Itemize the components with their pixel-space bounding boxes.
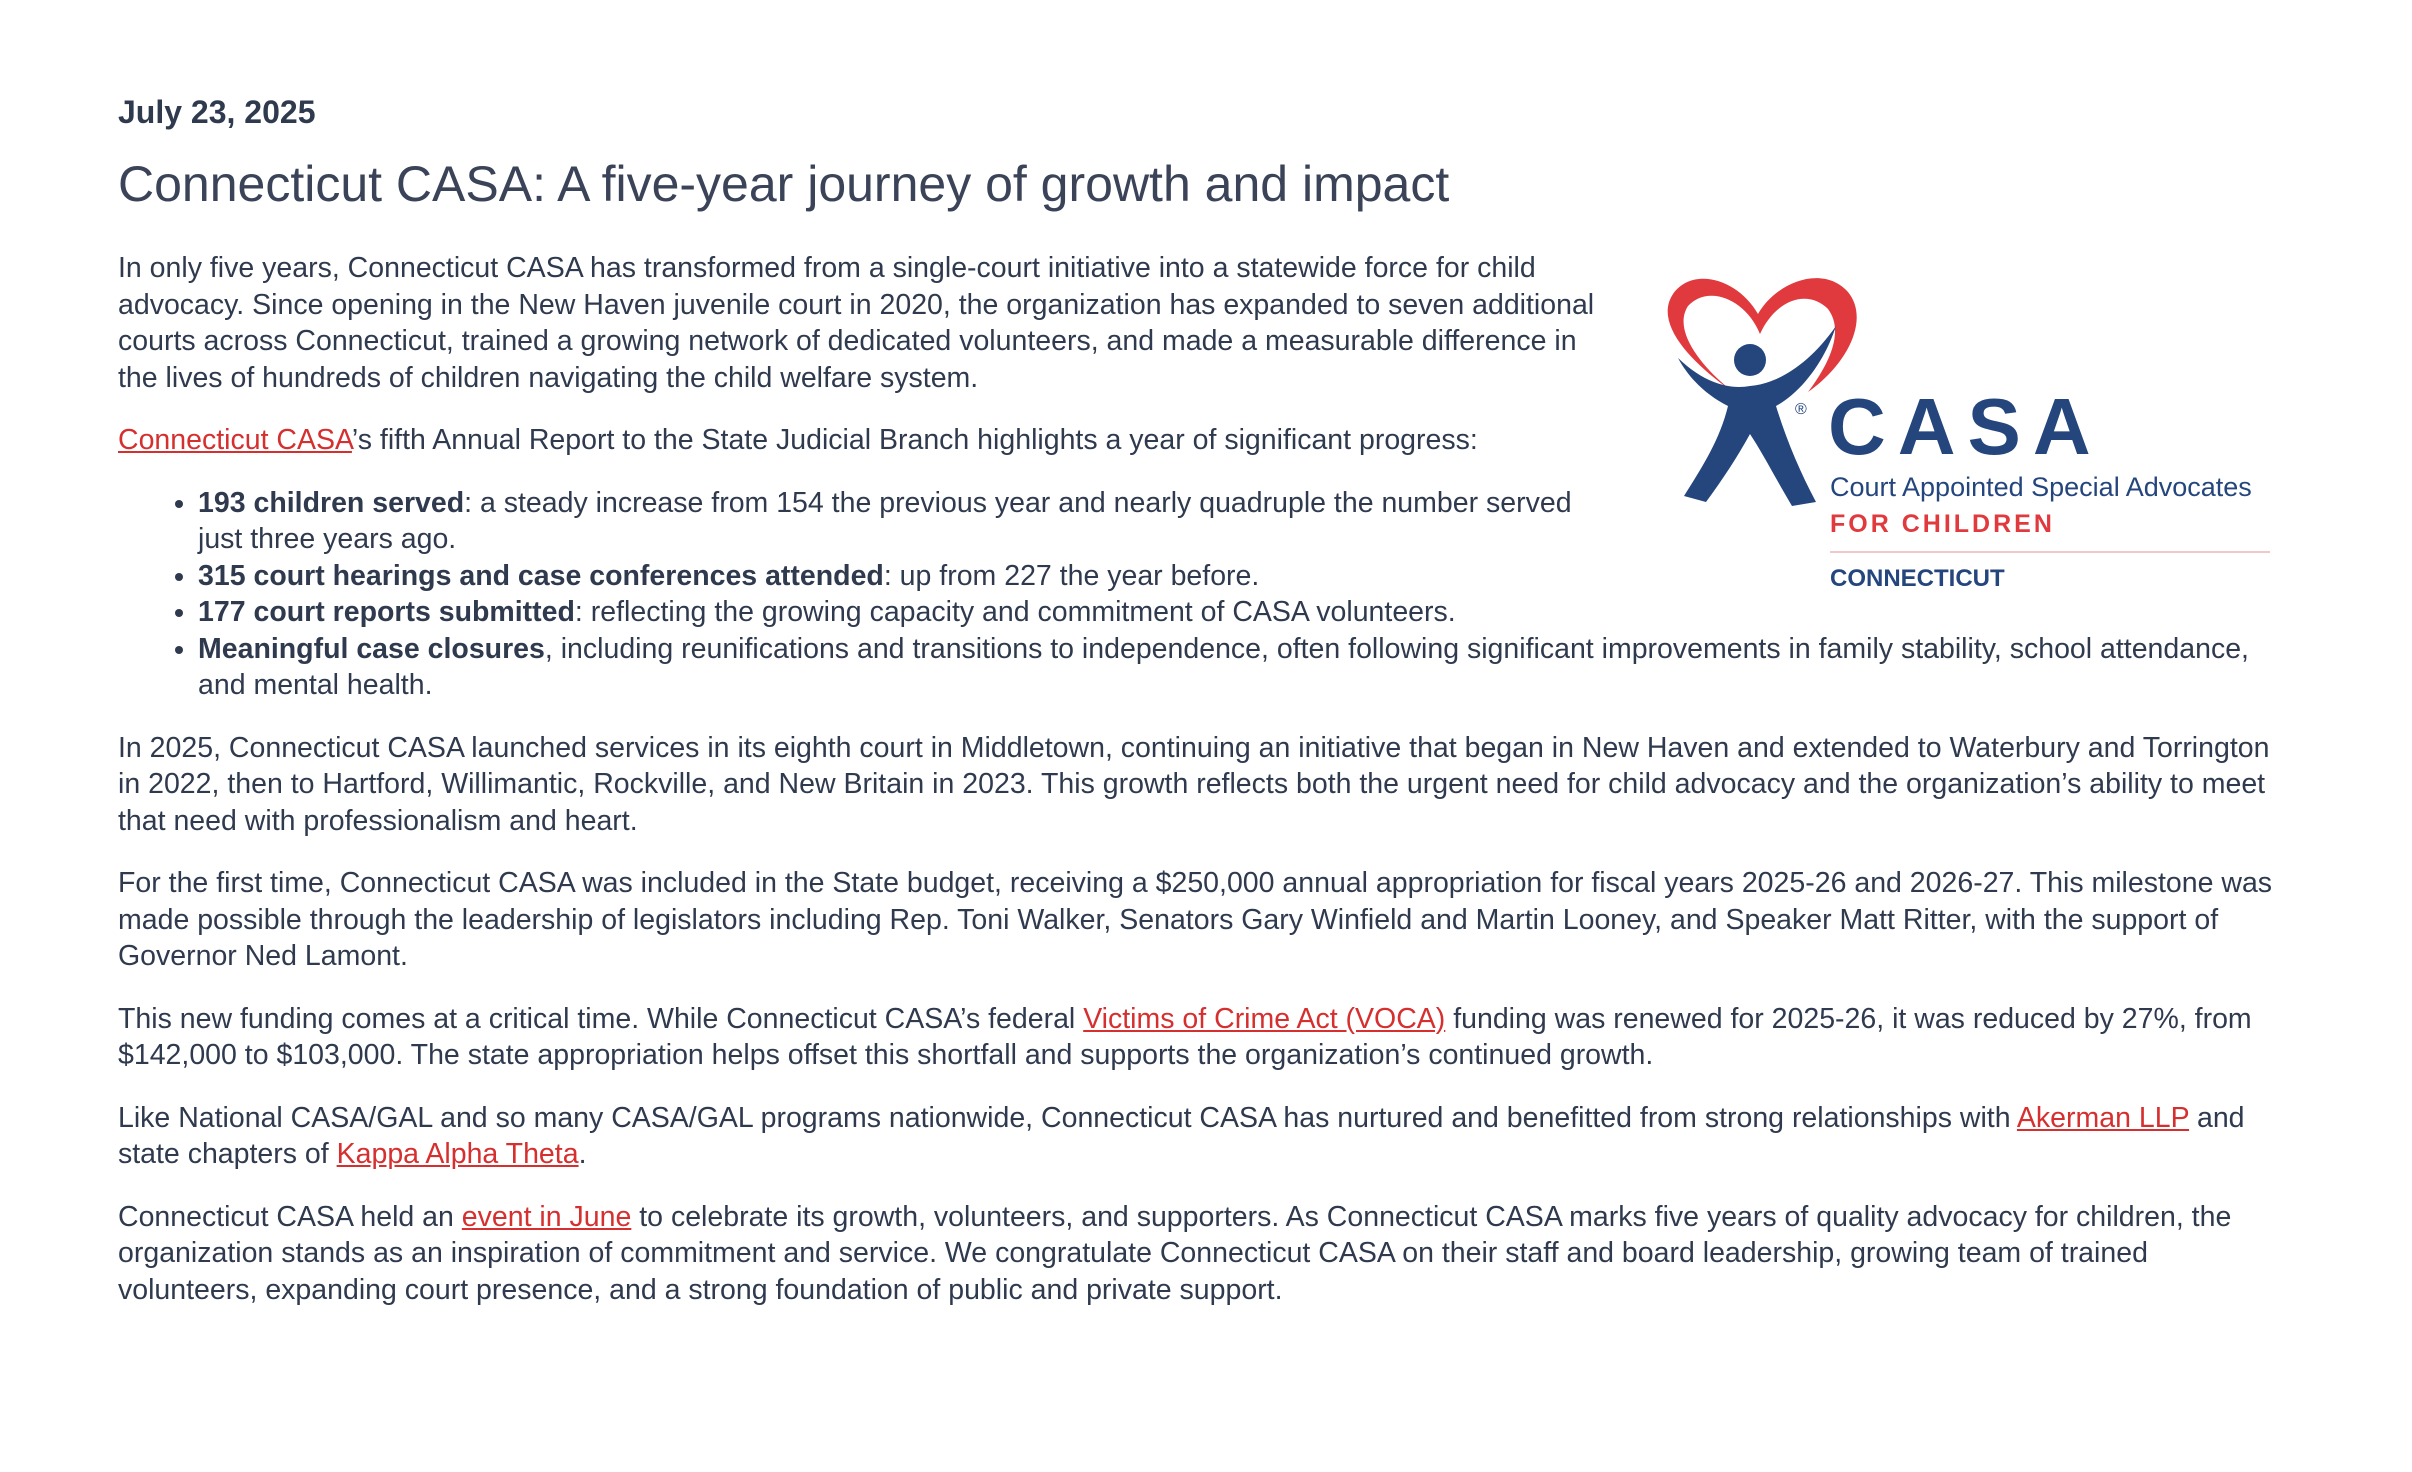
event-paragraph [118, 1199, 2278, 1309]
highlight-text: : a steady increase from 154 the previous year and nearly quadruple the number served just three years ago. [198, 486, 1572, 555]
logo-registered-mark: ® [1795, 401, 1807, 418]
list-item [198, 631, 2278, 704]
logo-state: CONNECTICUT [1830, 565, 2005, 592]
kappa-alpha-theta-link[interactable]: Kappa Alpha Theta [336, 1138, 579, 1170]
partners-text-after: . [578, 1138, 587, 1170]
budget-paragraph: For the first time, Connecticut CASA was included in the State budget, receiving a $250,000 annual appropriation for fiscal years 2025-26 and 2026-27. This milestone was made possible through the leadership of legislators including Rep. Toni Walker, Senators Gary Winfield and Martin Looney, and Speaker Matt Ritter, with the support of Governor Ned Lamont. [118, 867, 2273, 972]
highlight-label: 177 court reports submitted [198, 596, 575, 628]
highlight-text: : up from 227 the year before. [883, 559, 1260, 592]
child-figure-icon [1678, 326, 1836, 506]
highlight-text: : reflecting the growing capacity and commitment of CASA volunteers. [574, 596, 1456, 628]
intro-paragraph: In only five years, Connecticut CASA has transformed from a single-court initiative into a statewide force for child advocacy. Since opening in the New Haven juvenile court in 2020, the organization has expanded to seven additional courts across Connecticut, trained a growing network of dedicated volunteers, and made a measurable difference in the lives of hundreds of children navigating the child welfare system. [118, 252, 1595, 394]
funding-text-before: This new funding comes at a critical time. While Connecticut CASA’s federal [118, 1002, 1084, 1035]
article-date: July 23, 2025 [118, 94, 316, 130]
article-title: Connecticut CASA: A five-year journey of growth and impact [118, 156, 1450, 212]
event-text-before: Connecticut CASA held an [118, 1200, 462, 1233]
highlight-text: , including reunifications and transitions to independence, often following significant improvements in family stability, school attendance, and mental health. [198, 632, 2249, 701]
logo-tagline: Court Appointed Special Advocates [1830, 472, 2252, 502]
casa-logo [1658, 264, 2278, 604]
highlight-label: 193 children served [198, 486, 465, 519]
connecticut-casa-link[interactable]: Connecticut CASA [118, 424, 352, 456]
voca-link[interactable]: Victims of Crime Act (VOCA) [1083, 1002, 1446, 1035]
highlight-label: Meaningful case closures [198, 632, 545, 665]
growth-paragraph: In 2025, Connecticut CASA launched services in its eighth court in Middletown, continuing an initiative that began in New Haven and extended to Waterbury and Torrington in 2022, then to Hartford, Willimantic, Rockville, and New Britain in 2023. This growth reflects both the urgent need for child advocacy and the organization’s ability to meet that need with professionalism and heart. [118, 731, 2270, 837]
akerman-link[interactable]: Akerman LLP [2016, 1101, 2190, 1134]
funding-text-after: funding was renewed for 2025-26, it was reduced by 27%, from $142,000 to $103,000. The state appropriation helps offset this shortfall and supports the organization’s continued growth. [118, 1002, 2252, 1071]
funding-paragraph [118, 1001, 2278, 1074]
highlight-label: 315 court hearings and case conferences attended [198, 559, 884, 592]
partners-text-before: Like National CASA/GAL and so many CASA/GAL programs nationwide, Connecticut CASA has nurtured and benefitted from strong relationships with [118, 1101, 2017, 1134]
partners-text-middle: and state chapters of [118, 1101, 2245, 1170]
logo-wordmark: CASA [1828, 382, 2103, 471]
event-text-after: to celebrate its growth, volunteers, and supporters. As Connecticut CASA marks five years of quality advocacy for children, the organization stands as an inspiration of commitment and service. We congratulate Connecticut CASA on their staff and board leadership, growing team of trained volunteers, expanding court presence, and a strong foundation of public and private support. [118, 1200, 2232, 1306]
article [118, 90, 2278, 1334]
partners-paragraph [118, 1100, 2278, 1173]
logo-for-children: FOR CHILDREN [1830, 510, 2055, 538]
event-in-june-link[interactable]: event in June [461, 1200, 632, 1233]
report-text: ’s fifth Annual Report to the State Judicial Branch highlights a year of significant progress: [351, 424, 1478, 456]
